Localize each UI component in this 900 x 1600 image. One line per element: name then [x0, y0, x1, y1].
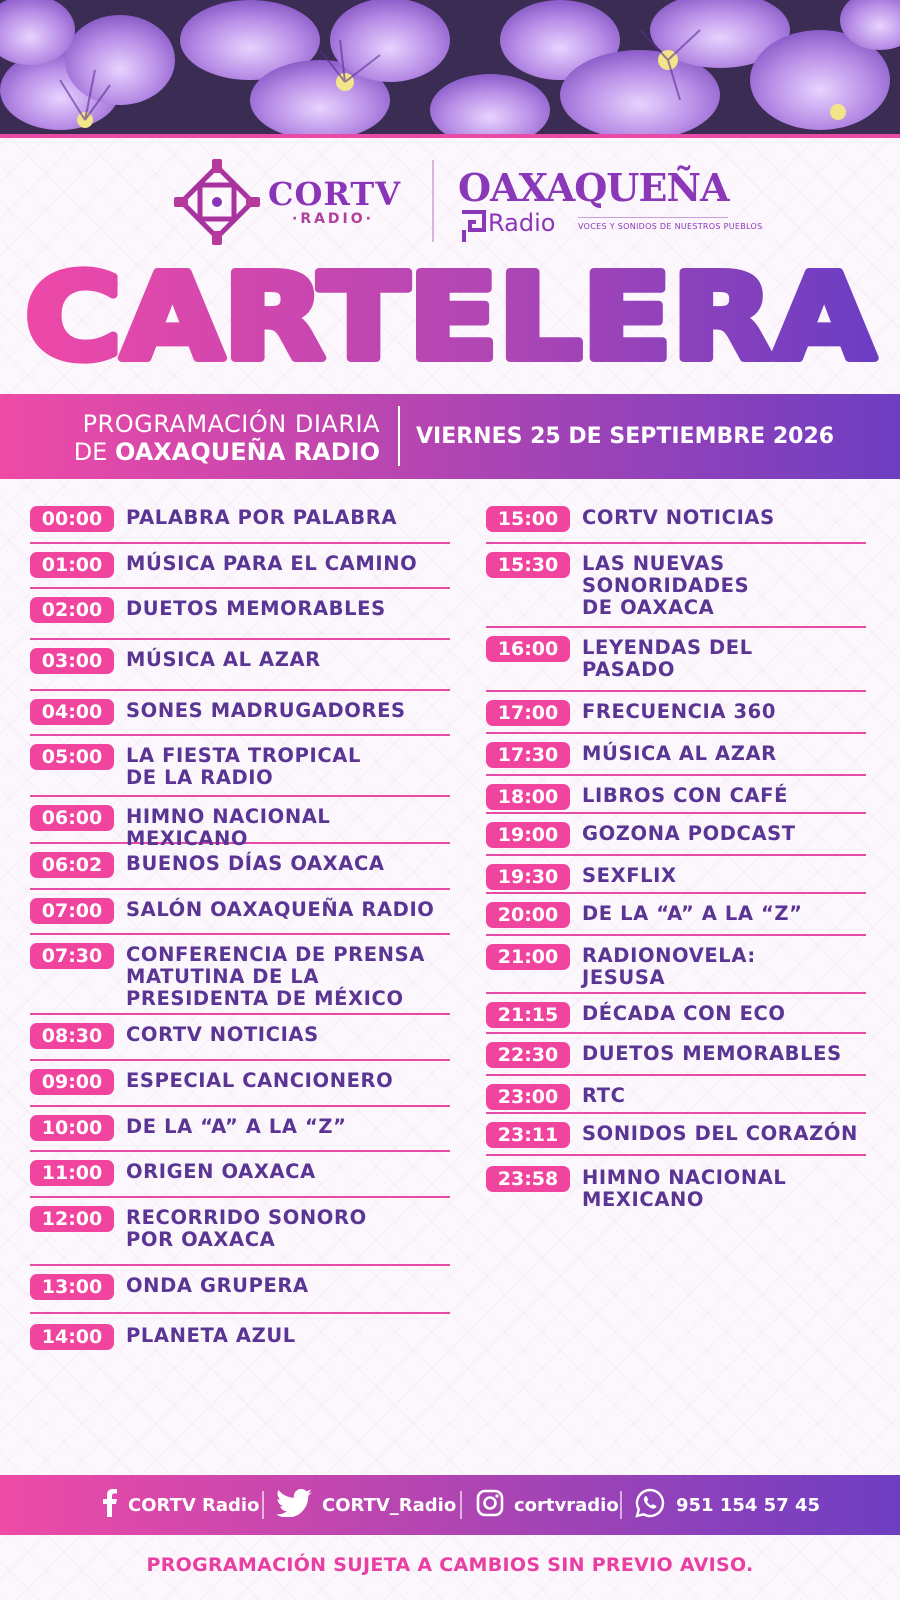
program-title: ORIGEN OAXACA — [126, 1160, 316, 1183]
schedule-row — [30, 1115, 450, 1152]
band-station: OAXAQUEÑA RADIO — [114, 438, 380, 466]
twitter-icon — [276, 1489, 312, 1522]
whatsapp-icon — [634, 1487, 666, 1524]
schedule-row — [30, 699, 450, 736]
disclaimer-text: PROGRAMACIÓN SUJETA A CAMBIOS SIN PREVIO AVISO. — [146, 1554, 754, 1576]
schedule-row — [30, 648, 450, 691]
schedule-row — [30, 552, 450, 589]
program-title: FRECUENCIA 360 — [582, 700, 776, 723]
time-badge: 16:00 — [486, 636, 570, 662]
schedule-left-column — [30, 506, 450, 1354]
program-band — [0, 394, 900, 479]
time-badge: 05:00 — [30, 744, 114, 770]
instagram-icon — [476, 1489, 504, 1522]
schedule-row — [30, 1206, 450, 1266]
program-title: DUETOS MEMORABLES — [126, 597, 386, 620]
time-badge: 02:00 — [30, 597, 114, 623]
schedule-row — [486, 742, 866, 776]
schedule-row — [30, 852, 450, 890]
schedule-row — [486, 1002, 866, 1034]
program-title: LA FIESTA TROPICAL DE LA RADIO — [126, 744, 361, 789]
instagram-link[interactable] — [476, 1475, 619, 1535]
footer-separator — [620, 1491, 622, 1519]
time-badge: 23:58 — [486, 1166, 570, 1192]
oaxaquena-radio-logo — [458, 165, 763, 250]
time-badge: 17:30 — [486, 742, 570, 768]
schedule-row — [486, 1166, 866, 1211]
whatsapp-link[interactable] — [634, 1475, 820, 1535]
time-badge: 21:00 — [486, 944, 570, 970]
program-title: DE LA “A” A LA “Z” — [126, 1115, 347, 1138]
time-badge: 18:00 — [486, 784, 570, 810]
time-badge: 20:00 — [486, 902, 570, 928]
time-badge: 06:00 — [30, 805, 114, 831]
schedule-row — [486, 700, 866, 734]
program-title: SALÓN OAXAQUEÑA RADIO — [126, 898, 435, 921]
oaxaquena-radio-word: Radio — [488, 209, 556, 237]
program-title: PLANETA AZUL — [126, 1324, 296, 1347]
program-title: BUENOS DÍAS OAXACA — [126, 852, 385, 875]
footer-separator — [262, 1491, 264, 1519]
time-badge: 09:00 — [30, 1069, 114, 1095]
program-title: CORTV NOTICIAS — [582, 506, 775, 529]
time-badge: 19:00 — [486, 822, 570, 848]
svg-text:CARTELERA: CARTELERA — [25, 262, 875, 372]
schedule-row — [30, 943, 450, 1015]
time-badge: 07:30 — [30, 943, 114, 969]
program-title: RECORRIDO SONORO POR OAXACA — [126, 1206, 367, 1251]
schedule-row — [30, 1274, 450, 1314]
program-title: PALABRA POR PALABRA — [126, 506, 398, 529]
program-title: LEYENDAS DEL PASADO — [582, 636, 753, 681]
twitter-handle: CORTV_Radio — [322, 1494, 457, 1516]
facebook-link[interactable] — [102, 1475, 259, 1535]
oaxaquena-tagline: VOCES Y SONIDOS DE NUESTROS PUEBLOS — [578, 222, 763, 231]
schedule-row — [486, 506, 866, 544]
cortv-radio-logo — [172, 155, 412, 250]
program-title: DÉCADA CON ECO — [582, 1002, 786, 1025]
time-badge: 07:00 — [30, 898, 114, 924]
schedule-row — [30, 506, 450, 544]
schedule-row — [486, 944, 866, 994]
schedule-row — [30, 597, 450, 640]
program-title: LAS NUEVAS SONORIDADES DE OAXACA — [582, 552, 750, 619]
program-title: ESPECIAL CANCIONERO — [126, 1069, 394, 1092]
schedule-row — [486, 552, 866, 628]
schedule-row — [30, 805, 450, 850]
schedule-row — [486, 902, 866, 936]
time-badge: 14:00 — [30, 1324, 114, 1350]
time-badge: 17:00 — [486, 700, 570, 726]
band-line1: PROGRAMACIÓN DIARIA — [82, 410, 380, 438]
program-title: MÚSICA AL AZAR — [126, 648, 321, 671]
program-title: DE LA “A” A LA “Z” — [582, 902, 803, 925]
time-badge: 23:00 — [486, 1084, 570, 1110]
time-badge: 00:00 — [30, 506, 114, 532]
cortv-emblem-icon — [172, 157, 262, 247]
schedule-row — [486, 1122, 866, 1156]
program-title: HIMNO NACIONAL MEXICANO — [582, 1166, 787, 1211]
time-badge: 04:00 — [30, 699, 114, 725]
cartelera-title — [18, 262, 882, 372]
twitter-link[interactable] — [276, 1475, 456, 1535]
time-badge: 23:11 — [486, 1122, 570, 1148]
oaxaquena-title: OAXAQUEÑA — [458, 165, 729, 210]
schedule-row — [30, 744, 450, 797]
program-title: MÚSICA AL AZAR — [582, 742, 777, 765]
program-title: CORTV NOTICIAS — [126, 1023, 319, 1046]
program-title: ONDA GRUPERA — [126, 1274, 309, 1297]
schedule-row — [30, 1069, 450, 1107]
program-title: SEXFLIX — [582, 864, 677, 887]
time-badge: 22:30 — [486, 1042, 570, 1068]
time-badge: 03:00 — [30, 648, 114, 674]
time-badge: 19:30 — [486, 864, 570, 890]
time-badge: 13:00 — [30, 1274, 114, 1300]
program-title: HIMNO NACIONAL MEXICANO — [126, 805, 331, 850]
band-line2: DE OAXAQUEÑA RADIO — [73, 438, 380, 466]
facebook-handle: CORTV Radio — [128, 1494, 260, 1516]
schedule-row — [30, 1023, 450, 1061]
program-title: SONIDOS DEL CORAZÓN — [582, 1122, 858, 1145]
time-badge: 12:00 — [30, 1206, 114, 1232]
whatsapp-number: 951 154 57 45 — [676, 1494, 821, 1516]
social-footer — [0, 1475, 900, 1535]
time-badge: 08:30 — [30, 1023, 114, 1049]
time-badge: 21:15 — [486, 1002, 570, 1028]
oaxaquena-mark-icon — [458, 208, 488, 244]
schedule-row — [486, 1084, 866, 1114]
cortv-subtitle: ·RADIO· — [292, 211, 374, 227]
schedule-row — [486, 864, 866, 894]
schedule-row — [30, 1324, 450, 1354]
program-title: MÚSICA PARA EL CAMINO — [126, 552, 418, 575]
flowers-header-image — [0, 0, 900, 138]
program-title: LIBROS CON CAFÉ — [582, 784, 789, 807]
program-title: RADIONOVELA: JESUSA — [582, 944, 756, 989]
time-badge: 01:00 — [30, 552, 114, 578]
schedule-row — [30, 898, 450, 935]
footer-separator — [460, 1491, 462, 1519]
band-date: VIERNES 25 DE SEPTIEMBRE 2026 — [416, 424, 835, 449]
program-title: CONFERENCIA DE PRENSA MATUTINA DE LA PRESIDENTA DE MÉXICO — [126, 943, 425, 1010]
instagram-handle: cortvradio — [514, 1494, 619, 1516]
schedule-row — [486, 822, 866, 856]
band-divider — [398, 406, 400, 466]
schedule-right-column — [486, 506, 866, 1211]
time-badge: 11:00 — [30, 1160, 114, 1186]
program-title: GOZONA PODCAST — [582, 822, 796, 845]
schedule-row — [486, 636, 866, 692]
program-title: RTC — [582, 1084, 626, 1107]
tagline-rule — [578, 217, 728, 218]
time-badge: 15:30 — [486, 552, 570, 578]
schedule-row — [30, 1160, 450, 1198]
program-title: SONES MADRUGADORES — [126, 699, 406, 722]
time-badge: 06:02 — [30, 852, 114, 878]
cortv-title: CORTV — [268, 175, 402, 213]
time-badge: 10:00 — [30, 1115, 114, 1141]
schedule-row — [486, 1042, 866, 1076]
header-divider — [0, 134, 900, 138]
logo-divider — [432, 160, 434, 242]
program-title: DUETOS MEMORABLES — [582, 1042, 842, 1065]
schedule-row — [486, 784, 866, 814]
facebook-icon — [102, 1489, 118, 1522]
time-badge: 15:00 — [486, 506, 570, 532]
